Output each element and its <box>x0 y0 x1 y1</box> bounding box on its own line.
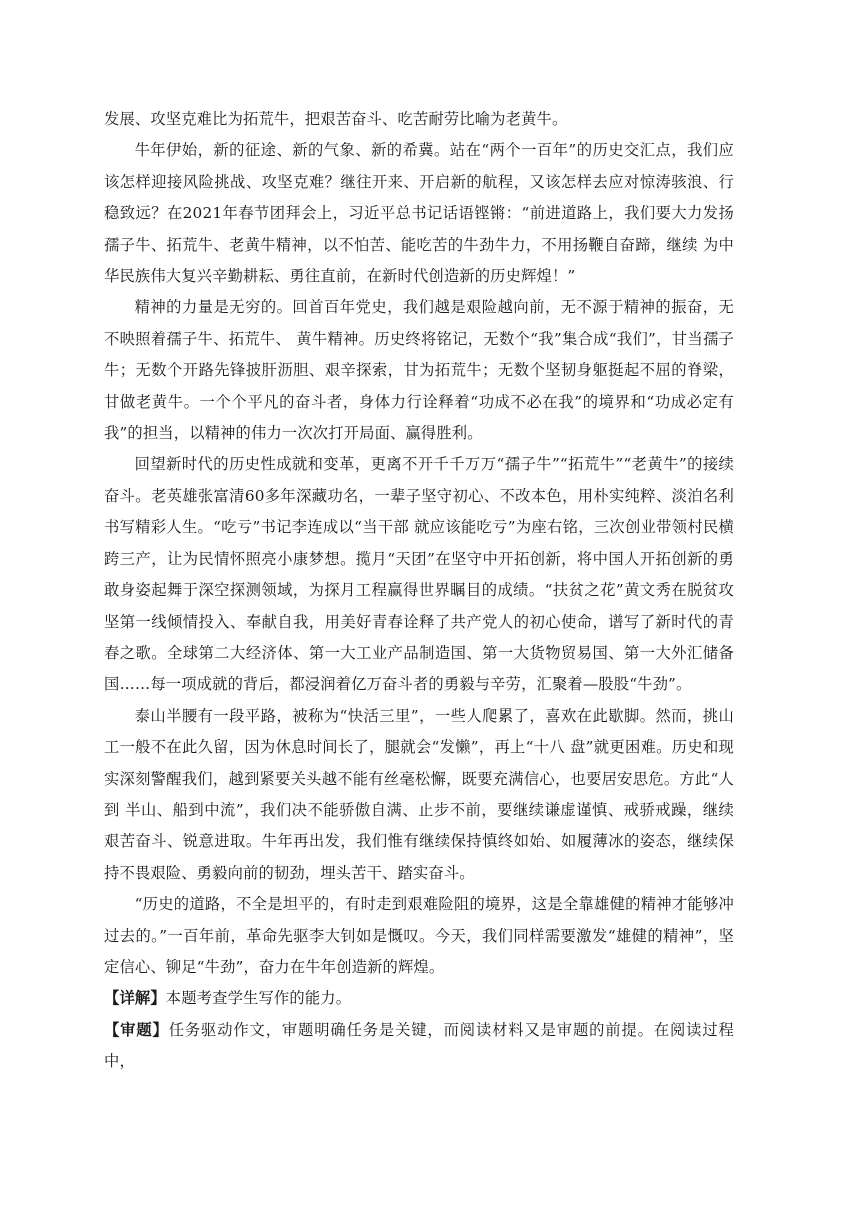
paragraph-0: 发展、攻坚克难比为拓荒牛，把艰苦奋斗、吃苦耐劳比喻为老黄牛。 <box>104 110 568 128</box>
paragraph-4: 泰山半腰有一段平路，被称为“快活三里”，一些人爬累了，喜欢在此歇脚。然而，挑山工一般不在此久留，因为休息时间长了，腿就会“发懒”，再上“十八 盘”就更困难。历史和现实深刻警醒我们，越到紧要关头越不能有丝毫松懈，既要充满信心，也要居安思危。方此“人到 半山、船到中流”，我们决不能骄傲自满、止步不前，要继续谦虚谨慎、戒骄戒躁，继续艰苦奋斗、锐意进取。牛年再出发，我们惟有继续保持慎终如始、如履薄冰的姿态，继续保持不畏艰险、勇毅向前的韧劲，埋头苦干、踏实奋斗。 <box>104 706 734 882</box>
review-label: 【审题】 <box>104 1020 169 1039</box>
document-page <box>104 104 734 1078</box>
paragraph-3: 回望新时代的历史性成就和变革，更离不开千千万万“孺子牛”“拓荒牛”“老黄牛”的接续奋斗。老英雄张富清60多年深藏功名，一辈子坚守初心、不改本色，用朴实纯粹、淡泊名利书写精彩人生。“吃亏”书记李连成以“当干部 就应该能吃亏”为座右铭，三次创业带领村民横跨三产，让为民情怀照亮小康梦想。揽月“天团”在坚守中开拓创新，将中国人开拓创新的勇敢身姿起舞于深空探测领域，为探月工程赢得世界瞩目的成绩。“扶贫之花”黄文秀在脱贫攻坚第一线倾情投入、奉献自我，用美好青春诠释了共产党人的初心使命，谱写了新时代的青春之歌。全球第二大经济体、第一大工业产品制造国、第一大货物贸易国、第一大外汇储备国……每一项成就的背后，都浸润着亿万奋斗者的勇毅与辛劳，汇聚着—股股“牛劲”。 <box>104 455 734 694</box>
paragraph-5: “历史的道路，不全是坦平的，有时走到艰难险阻的境界，这是全靠雄健的精神才能够冲过去的。”一百年前，革命先驱李大钊如是慨叹。今天，我们同样需要激发“雄健的精神”，坚定信心、铆足“牛劲”，奋力在牛年创造新的辉煌。 <box>104 895 734 976</box>
paragraph-1: 牛年伊始，新的征途、新的气象、新的希冀。站在“两个一百年”的历史交汇点，我们应该怎样迎接风险挑战、攻坚克难？继往开来、开启新的航程，又该怎样去应对惊涛骇浪、行稳致远？在2021年春节团拜会上，习近平总书记话语铿锵：“前进道路上，我们要大力发扬孺子牛、拓荒牛、老黄牛精神，以不怕苦、能吃苦的牛劲牛力，不用扬鞭自奋蹄，继续 为中华民族伟大复兴辛勤耕耘、勇往直前，在新时代创造新的历史辉煌！” <box>104 141 734 286</box>
detail-label: 【详解】 <box>104 989 166 1008</box>
detail-text: 本题考查学生写作的能力。 <box>165 989 352 1008</box>
review-section <box>104 1015 734 1078</box>
review-text: 任务驱动作文，审题明确任务是关键，而阅读材料又是审题的前提。在阅读过程中， <box>104 1020 734 1071</box>
detail-section <box>104 983 734 1014</box>
paragraph-2: 精神的力量是无穷的。回首百年党史，我们越是艰险越向前，无不源于精神的振奋，无不映照着孺子牛、拓荒牛、 黄牛精神。历史终将铭记，无数个“我”集合成“我们”，甘当孺子牛；无数个开路先锋披肝沥胆、艰辛探索，甘为拓荒牛；无数个坚韧身躯挺起不屈的脊梁，甘做老黄牛。一个个平凡的奋斗者，身体力行诠释着“功成不必在我”的境界和“功成必定有我”的担当，以精神的伟力一次次打开局面、赢得胜利。 <box>104 298 734 443</box>
